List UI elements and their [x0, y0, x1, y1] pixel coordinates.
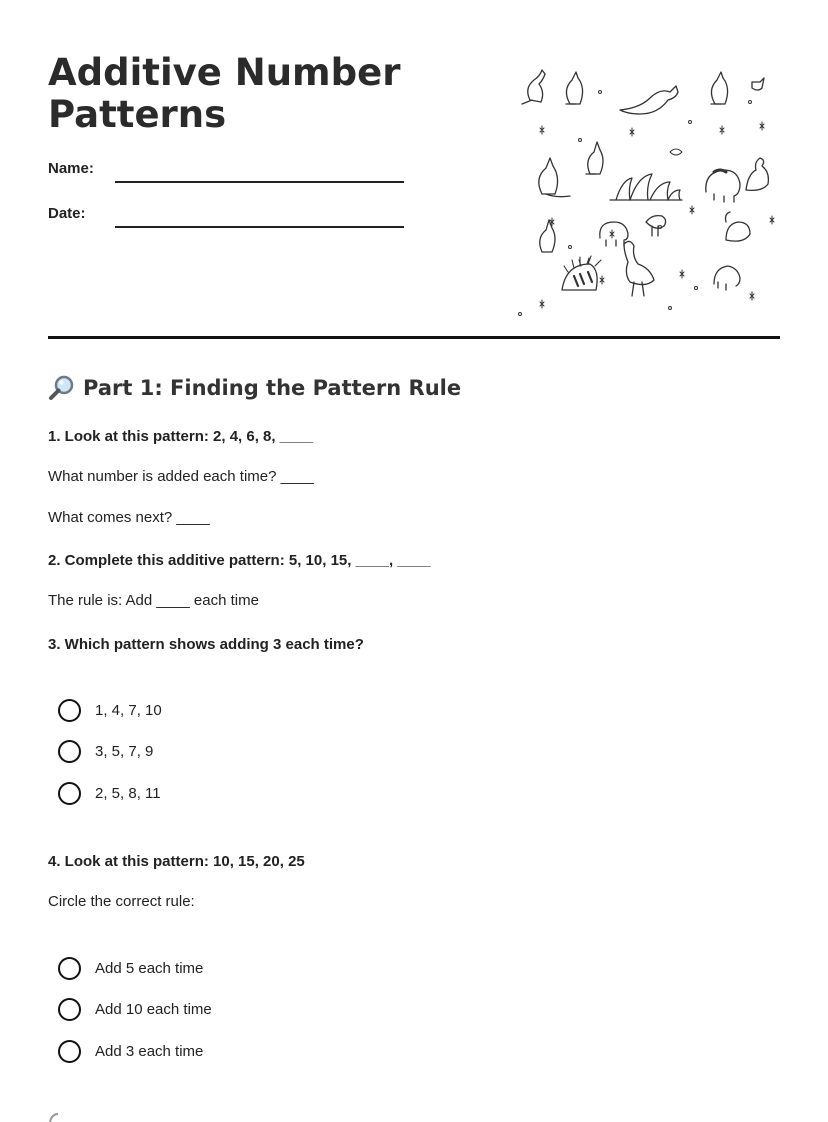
radio-circle[interactable]: [58, 957, 81, 980]
question-3-option-1[interactable]: [58, 699, 162, 722]
radio-circle[interactable]: [58, 998, 81, 1021]
question-4-instruction: Circle the correct rule:: [48, 893, 195, 910]
option-label: 2, 5, 8, 11: [95, 785, 161, 802]
next-section-icon: [48, 1112, 62, 1122]
name-field[interactable]: [48, 160, 408, 180]
question-1-next-number: What comes next? ____: [48, 509, 210, 526]
radio-circle[interactable]: [58, 740, 81, 763]
question-3-option-3[interactable]: [58, 782, 161, 805]
date-write-line[interactable]: [115, 226, 404, 228]
question-4-prompt: 4. Look at this pattern: 10, 15, 20, 25: [48, 853, 305, 870]
option-label: Add 10 each time: [95, 1001, 212, 1018]
option-label: Add 3 each time: [95, 1043, 204, 1060]
question-2-prompt: 2. Complete this additive pattern: 5, 10, 15, ____, ____: [48, 552, 431, 569]
radio-circle[interactable]: [58, 1040, 81, 1063]
page-title: Additive Number Patterns: [48, 51, 401, 136]
option-label: 3, 5, 7, 9: [95, 743, 154, 760]
magnifying-glass-icon: [48, 374, 76, 402]
question-4-option-2[interactable]: [58, 998, 212, 1021]
name-write-line[interactable]: [115, 181, 404, 183]
date-label: Date:: [48, 205, 86, 222]
australian-animals-pattern-icon: [510, 62, 780, 318]
part1-heading: [48, 374, 461, 402]
question-2-rule: The rule is: Add ____ each time: [48, 592, 259, 609]
part1-heading-text: Part 1: Finding the Pattern Rule: [83, 376, 462, 400]
radio-circle[interactable]: [58, 699, 81, 722]
question-1-prompt: 1. Look at this pattern: 2, 4, 6, 8, ____: [48, 428, 314, 445]
header-divider: [48, 336, 780, 339]
date-field[interactable]: [48, 205, 408, 225]
worksheet-page: [48, 0, 780, 1060]
option-label: 1, 4, 7, 10: [95, 702, 162, 719]
option-label: Add 5 each time: [95, 960, 204, 977]
question-1-added-each-time: What number is added each time? ____: [48, 468, 314, 485]
question-3-option-2[interactable]: [58, 740, 153, 763]
worksheet-header: [48, 0, 780, 400]
question-4-option-3[interactable]: [58, 1040, 203, 1063]
name-label: Name:: [48, 160, 94, 177]
radio-circle[interactable]: [58, 782, 81, 805]
question-3-prompt: 3. Which pattern shows adding 3 each time?: [48, 636, 364, 653]
question-4-option-1[interactable]: [58, 957, 203, 980]
